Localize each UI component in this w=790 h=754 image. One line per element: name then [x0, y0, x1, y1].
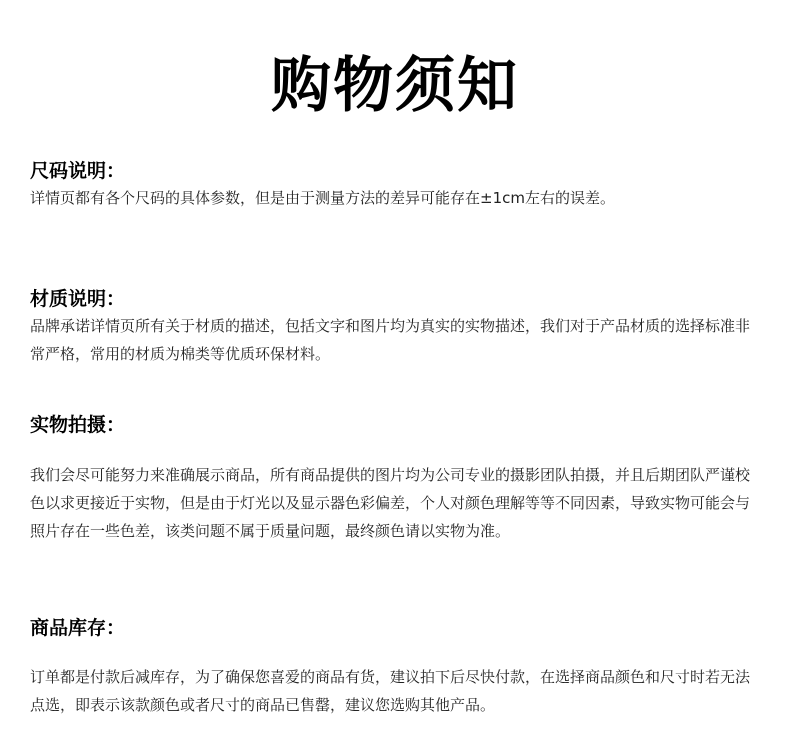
section-body-stock: 订单都是付款后减库存，为了确保您喜爱的商品有货，建议拍下后尽快付款，在选择商品颜色和尺寸时若无法点选，即表示该款颜色或者尺寸的商品已售罄，建议您选购其他产品。 [30, 668, 751, 714]
section-heading-stock: 商品库存： [30, 617, 126, 639]
section-heading-size: 尺码说明： [30, 160, 126, 182]
section-stock-info [30, 615, 750, 719]
section-photo-info [30, 412, 750, 545]
section-body-photo: 我们会尽可能努力来准确展示商品，所有商品提供的图片均为公司专业的摄影团队拍摄，并且后期团队严谨校色以求更接近于实物，但是由于灯光以及显示器色彩偏差，个人对颜色理解等等不同因素，导致实物可能会与照片存在一些色差，该类问题不属于质量问题，最终颜色请以实物为准。 [30, 466, 751, 540]
page-title: 购物须知 [271, 51, 519, 121]
section-heading-photo: 实物拍摄： [30, 414, 126, 436]
section-body-size: 详情页都有各个尺码的具体参数，但是由于测量方法的差异可能存在±1cm左右的误差。 [30, 189, 615, 207]
section-body-material: 品牌承诺详情页所有关于材质的描述，包括文字和图片均为真实的实物描述，我们对于产品材质的选择标准非常严格，常用的材质为棉类等优质环保材料。 [30, 317, 751, 363]
section-size-info [30, 158, 750, 212]
section-material-info [30, 286, 750, 368]
section-heading-material: 材质说明： [30, 288, 126, 310]
